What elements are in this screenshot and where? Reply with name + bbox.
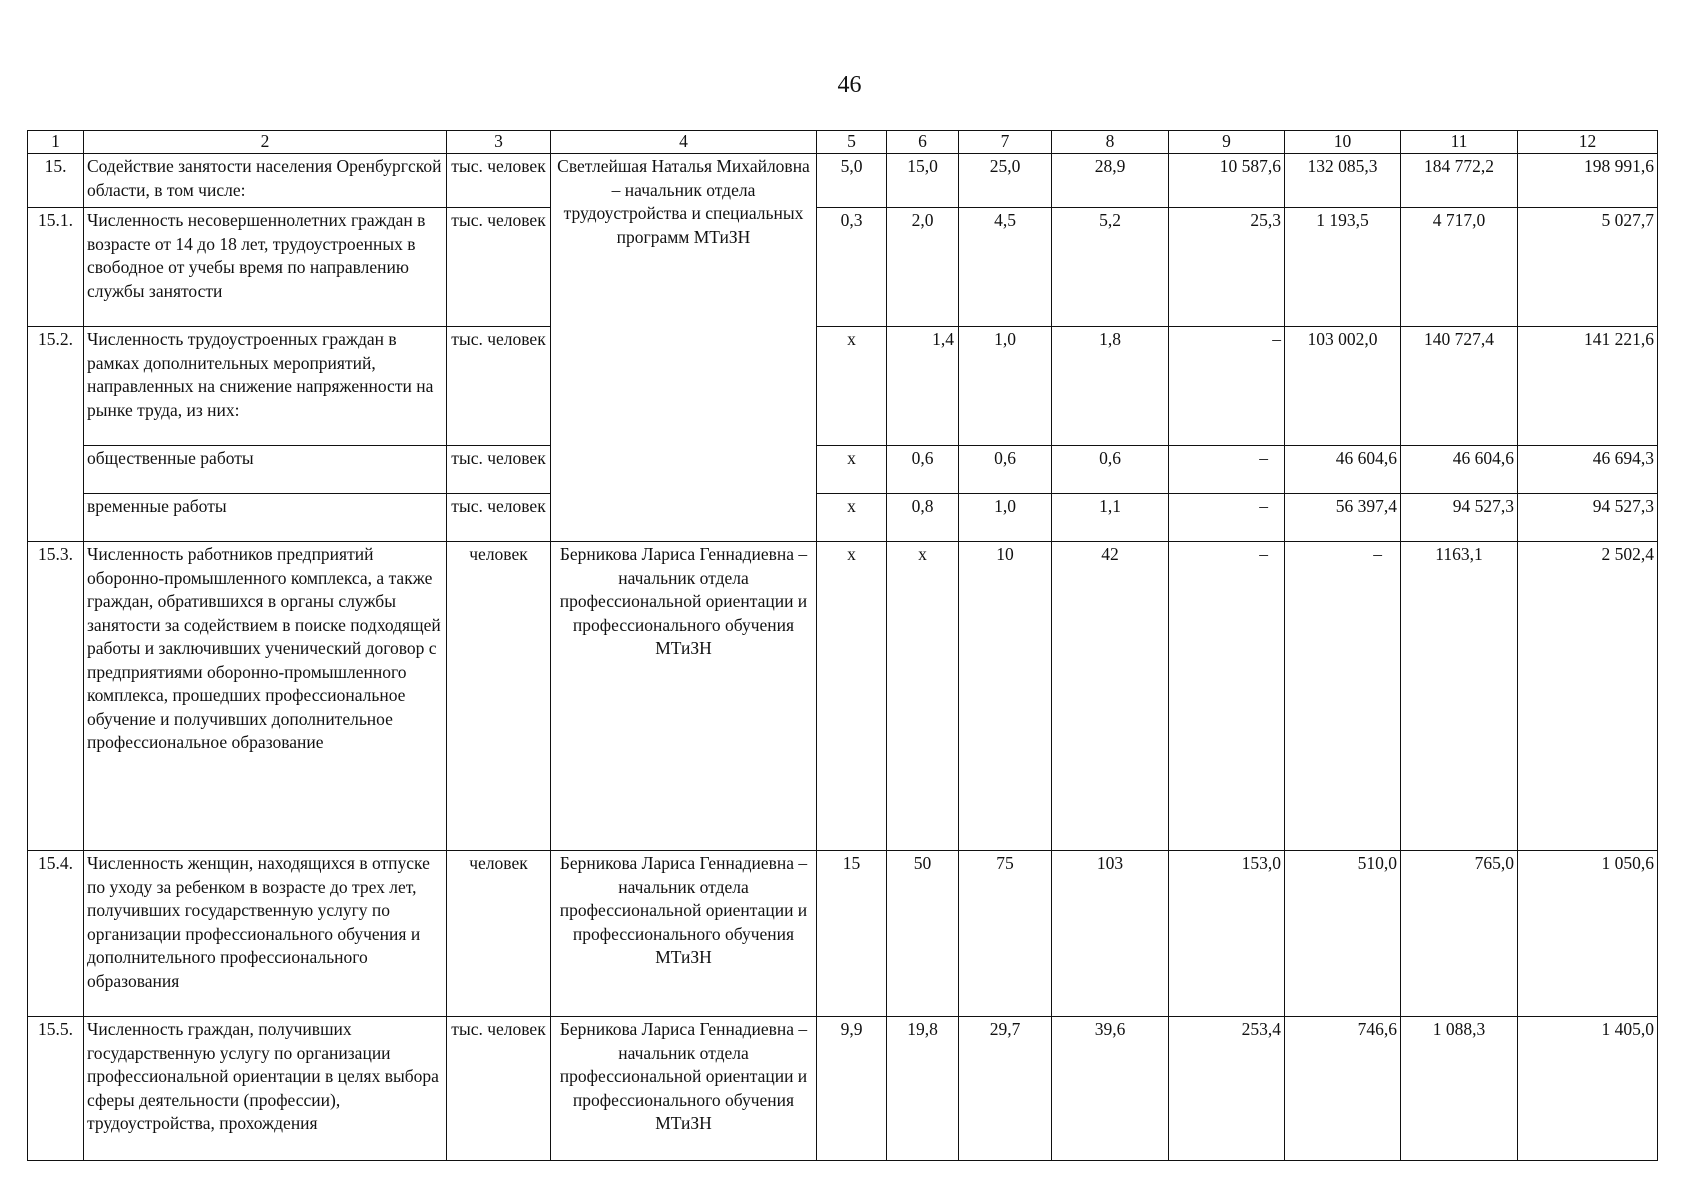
row-number: 15.4. [28, 851, 84, 1017]
value-cell: 29,7 [959, 1017, 1052, 1161]
value-cell: – [1169, 494, 1285, 542]
value-cell: 9,9 [817, 1017, 887, 1161]
row-number: 15.1. [28, 208, 84, 327]
value-cell: 50 [887, 851, 959, 1017]
indicator-name: общественные работы [84, 446, 447, 494]
value-cell: 1,0 [959, 494, 1052, 542]
program-indicators-table [27, 130, 1658, 1161]
value-cell: 1 050,6 [1518, 851, 1658, 1017]
indicator-name: Численность несовершеннолетних граждан в возрасте от 14 до 18 лет, трудоустроенных в свободное от учебы время по направлению службы занятости [84, 208, 447, 327]
value-cell: – [1169, 327, 1285, 446]
value-cell: 15 [817, 851, 887, 1017]
table-row [28, 542, 1658, 851]
header-cell: 2 [84, 131, 447, 154]
value-cell: 103 [1052, 851, 1169, 1017]
indicator-name: Численность работников предприятий оборонно-промышленного комплекса, а также граждан, обратившихся в органы службы занятости за содействием в поиске подходящей работы и заключивших ученический договор с предприятиями оборонно-промышленного комплекса, прошедших профессиональное обучение и получивших дополнительное профессиональное образование [84, 542, 447, 851]
row-number: 15.3. [28, 542, 84, 851]
value-cell: 4,5 [959, 208, 1052, 327]
value-cell: 5,2 [1052, 208, 1169, 327]
value-cell: 39,6 [1052, 1017, 1169, 1161]
value-cell: 15,0 [887, 154, 959, 208]
unit-cell: тыс. человек [447, 154, 551, 208]
value-cell: 510,0 [1285, 851, 1401, 1017]
responsible-person: Берникова Лариса Геннадиевна – начальник отдела профессиональной ориентации и профессионального обучения МТиЗН [551, 1017, 817, 1161]
unit-cell: тыс. человек [447, 446, 551, 494]
header-cell: 1 [28, 131, 84, 154]
value-cell: 56 397,4 [1285, 494, 1401, 542]
row-number: 15. [28, 154, 84, 208]
header-cell: 12 [1518, 131, 1658, 154]
value-cell: 0,8 [887, 494, 959, 542]
unit-cell: тыс. человек [447, 208, 551, 327]
header-cell: 9 [1169, 131, 1285, 154]
value-cell: – [1169, 446, 1285, 494]
unit-cell: тыс. человек [447, 1017, 551, 1161]
header-cell: 11 [1401, 131, 1518, 154]
value-cell: 153,0 [1169, 851, 1285, 1017]
indicator-name: Содействие занятости населения Оренбургской области, в том числе: [84, 154, 447, 208]
value-cell: 765,0 [1401, 851, 1518, 1017]
value-cell: 2 502,4 [1518, 542, 1658, 851]
value-cell: х [817, 446, 887, 494]
row-number: 15.2. [28, 327, 84, 542]
value-cell: х [817, 327, 887, 446]
indicator-name: Численность женщин, находящихся в отпуске по уходу за ребенком в возрасте до трех лет, получивших государственную услугу по организации профессионального обучения и дополнительного профессионального образования [84, 851, 447, 1017]
value-cell: х [887, 542, 959, 851]
responsible-person: Берникова Лариса Геннадиевна – начальник отдела профессиональной ориентации и профессионального обучения МТиЗН [551, 851, 817, 1017]
value-cell: 46 604,6 [1401, 446, 1518, 494]
table-row [28, 851, 1658, 1017]
responsible-person: Светлейшая Наталья Михайловна – начальник отдела трудоустройства и специальных программ МТиЗН [551, 154, 817, 542]
value-cell: 94 527,3 [1401, 494, 1518, 542]
table-row [28, 1017, 1658, 1161]
header-cell: 4 [551, 131, 817, 154]
value-cell: – [1169, 542, 1285, 851]
table-row [28, 154, 1658, 208]
value-cell: 42 [1052, 542, 1169, 851]
value-cell: 0,6 [1052, 446, 1169, 494]
value-cell: 141 221,6 [1518, 327, 1658, 446]
value-cell: 2,0 [887, 208, 959, 327]
column-number-row [28, 131, 1658, 154]
value-cell: 28,9 [1052, 154, 1169, 208]
value-cell: 1 405,0 [1518, 1017, 1658, 1161]
header-cell: 10 [1285, 131, 1401, 154]
row-number: 15.5. [28, 1017, 84, 1161]
value-cell: 103 002,0 [1285, 327, 1401, 446]
value-cell: 75 [959, 851, 1052, 1017]
value-cell: 1,8 [1052, 327, 1169, 446]
indicator-name: Численность граждан, получивших государственную услугу по организации профессиональной ориентации в целях выбора сферы деятельности (профессии), трудоустройства, прохождения [84, 1017, 447, 1161]
unit-cell: человек [447, 851, 551, 1017]
value-cell: 46 604,6 [1285, 446, 1401, 494]
value-cell: 184 772,2 [1401, 154, 1518, 208]
value-cell: 1,4 [887, 327, 959, 446]
header-cell: 5 [817, 131, 887, 154]
value-cell: 1 088,3 [1401, 1017, 1518, 1161]
table-row [28, 208, 1658, 327]
value-cell: 132 085,3 [1285, 154, 1401, 208]
value-cell: 10 [959, 542, 1052, 851]
value-cell: 46 694,3 [1518, 446, 1658, 494]
value-cell: 25,0 [959, 154, 1052, 208]
value-cell: 1,0 [959, 327, 1052, 446]
unit-cell: человек [447, 542, 551, 851]
value-cell: 0,6 [887, 446, 959, 494]
value-cell: 0,3 [817, 208, 887, 327]
unit-cell: тыс. человек [447, 494, 551, 542]
value-cell: х [817, 494, 887, 542]
value-cell: 4 717,0 [1401, 208, 1518, 327]
indicator-name: Численность трудоустроенных граждан в рамках дополнительных мероприятий, направленных на снижение напряженности на рынке труда, из них: [84, 327, 447, 446]
value-cell: 1163,1 [1401, 542, 1518, 851]
header-cell: 8 [1052, 131, 1169, 154]
value-cell: х [817, 542, 887, 851]
table-row [28, 327, 1658, 446]
value-cell: 10 587,6 [1169, 154, 1285, 208]
value-cell: 0,6 [959, 446, 1052, 494]
value-cell: 19,8 [887, 1017, 959, 1161]
value-cell: 5 027,7 [1518, 208, 1658, 327]
value-cell: 198 991,6 [1518, 154, 1658, 208]
table-row [28, 446, 1658, 494]
header-cell: 6 [887, 131, 959, 154]
value-cell: 1 193,5 [1285, 208, 1401, 327]
value-cell: – [1285, 542, 1401, 851]
indicator-name: временные работы [84, 494, 447, 542]
value-cell: 1,1 [1052, 494, 1169, 542]
value-cell: 746,6 [1285, 1017, 1401, 1161]
table-row [28, 494, 1658, 542]
page-number: 46 [837, 72, 862, 98]
value-cell: 94 527,3 [1518, 494, 1658, 542]
value-cell: 140 727,4 [1401, 327, 1518, 446]
value-cell: 5,0 [817, 154, 887, 208]
value-cell: 253,4 [1169, 1017, 1285, 1161]
header-cell: 7 [959, 131, 1052, 154]
header-cell: 3 [447, 131, 551, 154]
unit-cell: тыс. человек [447, 327, 551, 446]
value-cell: 25,3 [1169, 208, 1285, 327]
responsible-person: Берникова Лариса Геннадиевна – начальник отдела профессиональной ориентации и профессионального обучения МТиЗН [551, 542, 817, 851]
